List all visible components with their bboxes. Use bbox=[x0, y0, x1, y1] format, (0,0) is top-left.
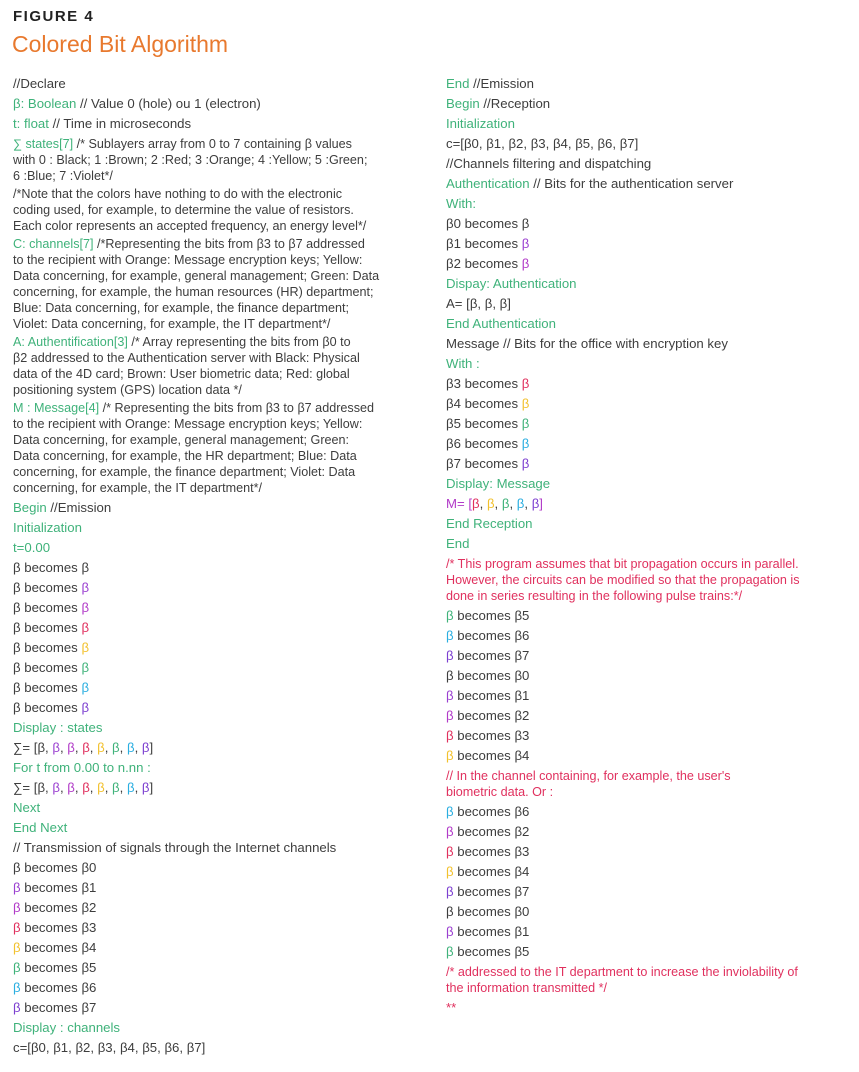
end-reception: End Reception bbox=[446, 516, 533, 531]
end-next-label: End Next bbox=[13, 820, 68, 835]
train2-line-3: β becomes β4 bbox=[446, 864, 530, 879]
state-line-2: β becomes β bbox=[13, 600, 90, 615]
train1-line-5: β becomes β2 bbox=[446, 708, 530, 723]
transmission-comment: // Transmission of signals through the Internet channels bbox=[13, 840, 337, 855]
display-states: Display : states bbox=[13, 720, 103, 735]
declare-comment: //Declare bbox=[13, 76, 66, 91]
train2-line-1: β becomes β2 bbox=[446, 824, 530, 839]
message-comment: Message // Bits for the office with encryption key bbox=[446, 336, 728, 351]
train2-line-4: β becomes β7 bbox=[446, 884, 530, 899]
channel-line-4: β becomes β4 bbox=[13, 940, 97, 955]
channels-declaration: C: channels[7] /*Representing the bits from β3 to β7 addressed to the recipient with Orange: Message encryption keys; Yellow: Data concerning, for example, general management; Green: Data concerning, for example, the human resources (HR) department; Blue: Data concerning, for example, the finance department; Violet: Data concerning, for example, the IT department*/ bbox=[13, 237, 380, 331]
sigma-array-1: ∑= [β, β, β, β, β, β, β, β] bbox=[13, 740, 154, 755]
auth-line-2: β2 becomes β bbox=[446, 256, 530, 271]
begin-reception: Begin //Reception bbox=[446, 96, 551, 111]
state-line-0: β becomes β bbox=[13, 560, 90, 575]
channels-array: c=[β0, β1, β2, β3, β4, β5, β6, β7] bbox=[13, 1040, 206, 1055]
beta-declaration: β: Boolean // Value 0 (hole) ou 1 (electron) bbox=[13, 96, 261, 111]
initialization-label: Initialization bbox=[13, 520, 82, 535]
dispay-authentication: Dispay: Authentication bbox=[446, 276, 577, 291]
end-emission: End //Emission bbox=[446, 76, 534, 91]
train2-line-0: β becomes β6 bbox=[446, 804, 530, 819]
it-department-note: /* addressed to the IT department to increase the inviolability of the information transmitted */ bbox=[446, 965, 798, 995]
train2-line-5: β becomes β0 bbox=[446, 904, 530, 919]
train2-line-2: β becomes β3 bbox=[446, 844, 530, 859]
time-declaration: t: float // Time in microseconds bbox=[13, 116, 192, 131]
train2-line-6: β becomes β1 bbox=[446, 924, 530, 939]
train2-line-7: β becomes β5 bbox=[446, 944, 530, 959]
state-line-6: β becomes β bbox=[13, 680, 90, 695]
train1-line-2: β becomes β7 bbox=[446, 648, 530, 663]
msg-line-6: β6 becomes β bbox=[446, 436, 530, 451]
train1-line-0: β becomes β5 bbox=[446, 608, 530, 623]
for-loop: For t from 0.00 to n.nn : bbox=[13, 760, 151, 775]
authentication-block: Authentication // Bits for the authentication server bbox=[446, 176, 734, 191]
right-column bbox=[446, 74, 856, 1018]
train1-line-4: β becomes β1 bbox=[446, 688, 530, 703]
message-declaration: M : Message[4] /* Representing the bits from β3 to β7 addressed to the recipient with Orange: Message encryption keys; Yellow: Data concerning, for example, general management; Green: Data concerning, for example, the HR department; Blue: Data concerning, for example, the finance department; Violet: Data concerning, for example, the IT department*/ bbox=[13, 401, 374, 495]
channel-line-5: β becomes β5 bbox=[13, 960, 97, 975]
state-line-4: β becomes β bbox=[13, 640, 90, 655]
display-message: Display: Message bbox=[446, 476, 551, 491]
reception-channels-array: c=[β0, β1, β2, β3, β4, β5, β6, β7] bbox=[446, 136, 639, 151]
reception-initialization: Initialization bbox=[446, 116, 515, 131]
biometric-note: // In the channel containing, for example, the user's biometric data. Or : bbox=[446, 769, 731, 799]
parallel-note: /* This program assumes that bit propagation occurs in parallel. However, the circuits can be modified so that the propagation is done in series resulting in the following pulse trains:*/ bbox=[446, 557, 800, 603]
channel-line-6: β becomes β6 bbox=[13, 980, 97, 995]
msg-line-3: β3 becomes β bbox=[446, 376, 530, 391]
channel-line-0: β becomes β0 bbox=[13, 860, 97, 875]
m-array: M= [β, β, β, β, β] bbox=[446, 496, 543, 511]
train1-line-7: β becomes β4 bbox=[446, 748, 530, 763]
end-authentication: End Authentication bbox=[446, 316, 556, 331]
channel-line-2: β becomes β2 bbox=[13, 900, 97, 915]
msg-line-4: β4 becomes β bbox=[446, 396, 530, 411]
left-column bbox=[13, 74, 433, 1058]
next-label: Next bbox=[13, 800, 41, 815]
states-declaration: ∑ states[7] /* Sublayers array from 0 to 7 containing β values with 0 : Black; 1 :Brown; 2 :Red; 3 :Orange; 4 :Yellow; 5 :Green; 6 :Blue; 7 :Violet*/ bbox=[13, 137, 368, 183]
train1-line-3: β becomes β0 bbox=[446, 668, 530, 683]
time-init: t=0.00 bbox=[13, 540, 51, 555]
sigma-array-2: ∑= [β, β, β, β, β, β, β, β] bbox=[13, 780, 154, 795]
filter-comment: //Channels filtering and dispatching bbox=[446, 156, 652, 171]
with-label-2: With : bbox=[446, 356, 480, 371]
channel-line-1: β becomes β1 bbox=[13, 880, 97, 895]
colors-note: /*Note that the colors have nothing to do with the electronic coding used, for example, to determine the value of resistors. Each color represents an accepted frequency, an energy level*/ bbox=[13, 187, 367, 233]
authentication-declaration: A: Authentification[3] /* Array representing the bits from β0 to β2 addressed to the Authentication server with Black: Physical data of the 4D card; Brown: User biometric data; Red: global positioning system (GPS) location data */ bbox=[13, 335, 360, 397]
figure-label: FIGURE 4 bbox=[13, 8, 95, 25]
figure-title: Colored Bit Algorithm bbox=[12, 31, 229, 57]
with-label: With: bbox=[446, 196, 477, 211]
train1-line-6: β becomes β3 bbox=[446, 728, 530, 743]
msg-line-7: β7 becomes β bbox=[446, 456, 530, 471]
display-channels: Display : channels bbox=[13, 1020, 121, 1035]
begin-emission: Begin //Emission bbox=[13, 500, 112, 515]
state-line-3: β becomes β bbox=[13, 620, 90, 635]
auth-line-1: β1 becomes β bbox=[446, 236, 530, 251]
state-line-1: β becomes β bbox=[13, 580, 90, 595]
train1-line-1: β becomes β6 bbox=[446, 628, 530, 643]
state-line-7: β becomes β bbox=[13, 700, 90, 715]
channel-line-7: β becomes β7 bbox=[13, 1000, 97, 1015]
a-array: A= [β, β, β] bbox=[446, 296, 511, 311]
state-line-5: β becomes β bbox=[13, 660, 90, 675]
auth-line-0: β0 becomes β bbox=[446, 216, 530, 231]
end-label: End bbox=[446, 536, 470, 551]
msg-line-5: β5 becomes β bbox=[446, 416, 530, 431]
end-stars: ** bbox=[446, 1000, 457, 1015]
channel-line-3: β becomes β3 bbox=[13, 920, 97, 935]
